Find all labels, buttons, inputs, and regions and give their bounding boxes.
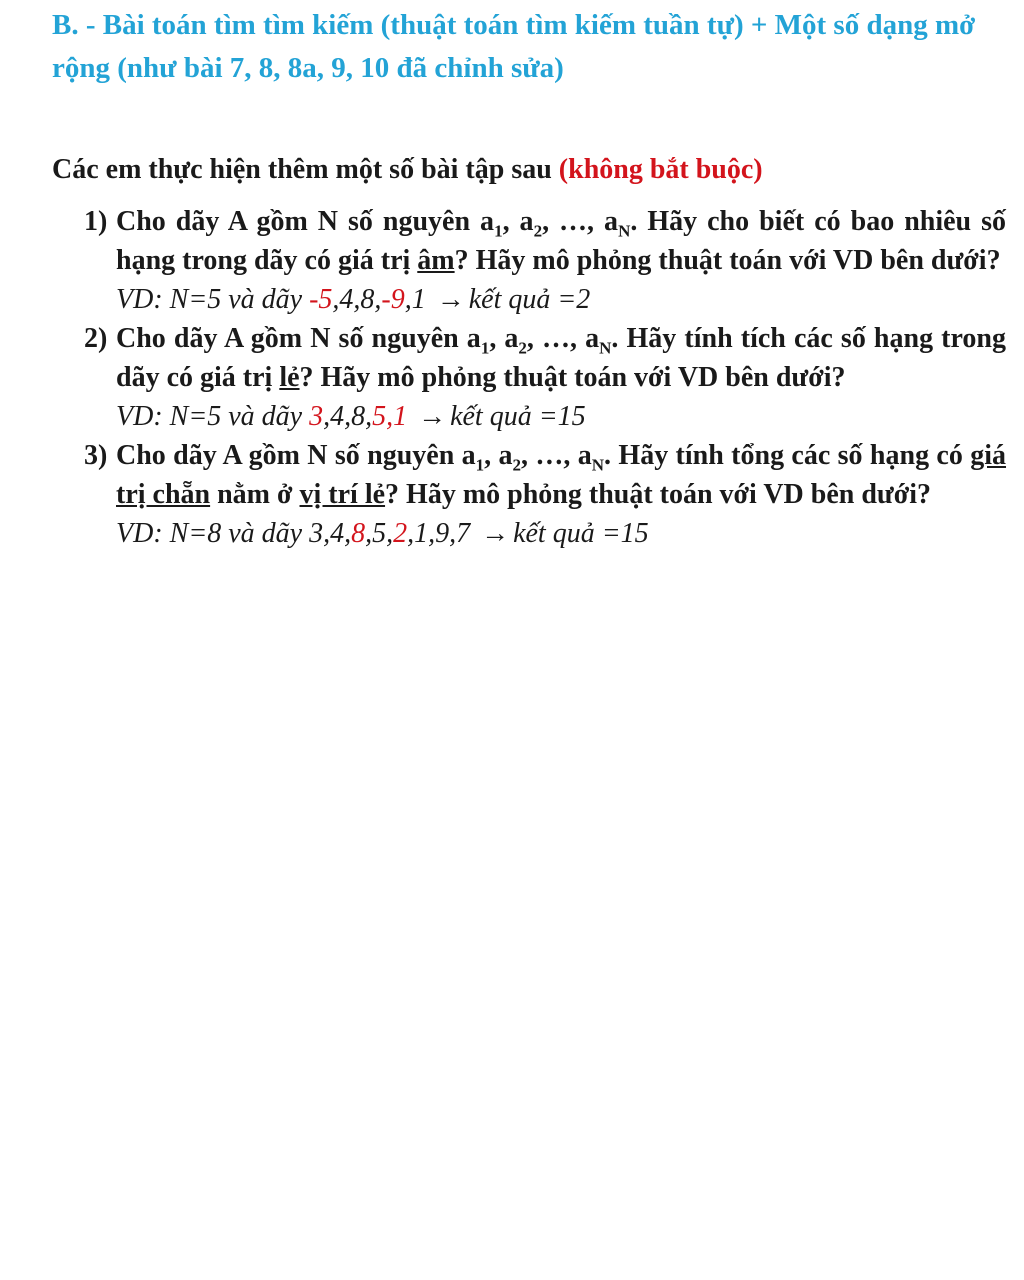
exercise-statement [116,319,1006,397]
underlined-keyword: lẻ [279,362,300,393]
exercise-list [84,202,1006,553]
highlighted-value: -9 [381,284,405,315]
statement-text: Cho dãy A gồm N số nguyên a [116,206,495,237]
subscript: N [599,338,612,358]
exercise-1 [84,202,1006,319]
exercise-statement [116,436,1006,514]
example-text: ,5, [365,518,394,549]
example-line [116,397,1006,436]
example-text: ,1,9,7 [407,518,471,549]
example-text: ,1 [404,284,426,315]
statement-text: , …, a [542,206,619,237]
example-result: kết quả =15 [513,518,649,549]
highlighted-value: 8 [351,518,366,549]
intro-line [52,150,1012,190]
exercise-3 [84,436,1006,553]
exercise-number: 1) [84,206,108,237]
exercise-2 [84,319,1006,436]
intro-optional-note: (không bắt buộc) [558,154,763,185]
statement-text: . Hãy cho biết có bao nhiêu số hạng trong dãy có giá trị [116,206,1007,276]
statement-text: Cho dãy A gồm N số nguyên a [116,440,476,471]
example-text: ,4,8, [323,401,373,432]
subscript: 1 [494,221,503,241]
section-heading: B. - Bài toán tìm tìm kiếm (thuật toán tìm kiếm tuần tự) + Một số dạng mở rộng (như bài 7, 8, 8a, 9, 10 đã chỉnh sửa) [52,9,976,84]
example-line [116,280,1006,319]
underlined-keyword: giá trị chẵn [116,440,1007,510]
subscript: 2 [533,221,543,241]
highlighted-value: 3 [309,401,324,432]
example-result: kết quả =2 [468,284,591,315]
example-line [116,514,1006,553]
statement-text: ? Hãy mô phỏng thuật toán với VD bên dưới? [454,245,1001,276]
highlighted-value: 2 [393,518,408,549]
statement-text: . Hãy tính tích các số hạng trong dãy có giá trị [116,323,1006,393]
example-text: VD: N=8 và dãy 3,4, [116,518,352,549]
statement-text: , …, a [521,440,592,471]
highlighted-value: -5 [309,284,333,315]
statement-text: , a [489,323,519,354]
arrow-right-icon: → [436,284,465,315]
arrow-right-icon: → [418,401,447,432]
arrow-right-icon: → [481,518,510,549]
exercise-number: 3) [84,440,108,471]
underlined-keyword: âm [417,245,455,276]
highlighted-value: 5,1 [372,401,408,432]
subscript: 1 [475,455,485,475]
exercise-statement [116,202,1006,280]
statement-text: nằm ở [210,479,300,510]
statement-text: , …, a [526,323,600,354]
subscript: 2 [518,338,527,358]
statement-text: Cho dãy A gồm N số nguyên a [116,323,481,354]
example-text: VD: N=5 và dãy [116,284,310,315]
subscript: N [618,221,631,241]
subscript: 2 [512,455,522,475]
statement-text: , a [502,206,534,237]
statement-text: ? Hãy mô phỏng thuật toán với VD bên dưới? [299,362,846,393]
example-text: VD: N=5 và dãy [116,401,310,432]
underlined-keyword: vị trí lẻ [299,479,386,510]
example-text: ,4,8, [332,284,382,315]
intro-text: Các em thực hiện thêm một số bài tập sau [52,154,559,185]
subscript: N [591,455,605,475]
statement-text: . Hãy tính tổng các số hạng có [604,440,971,471]
subscript: 1 [480,338,490,358]
statement-text: ? Hãy mô phỏng thuật toán với VD bên dưới? [385,479,932,510]
example-result: kết quả =15 [450,401,586,432]
exercise-number: 2) [84,323,108,354]
statement-text: , a [484,440,513,471]
